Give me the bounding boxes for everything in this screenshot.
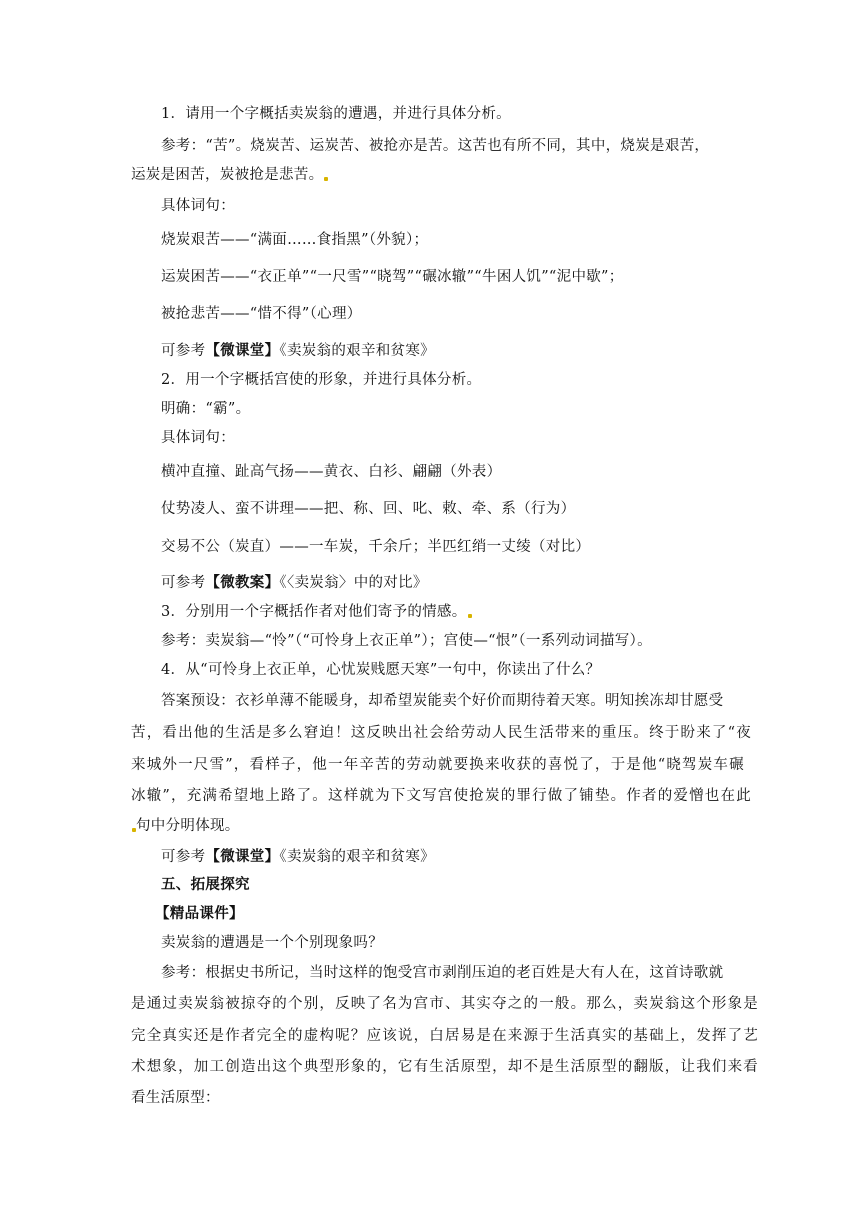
question-3: 3．分别用一个字概括作者对他们寄予的情感。 [161,602,472,622]
answer-3: 参考：卖炭翁—“怜”（“可怜身上衣正单”）；宫使—“恨”（一系列动词描写）。 [161,633,652,649]
answer-1-line-2: 运炭是困苦，炭被抢是悲苦。 [131,165,328,185]
reference-tag: 【微课堂】 [205,848,280,865]
answer-4-line-5: 句中分明体现。 [131,816,240,836]
exploration-answer-line-3: 完全真实还是作者完全的虚构呢？应该说，白居易是在来源于生活真实的基础上，发挥了艺 [131,1028,759,1044]
question-4: 4．从“可怜身上衣正单，心忧炭贱愿天寒”一句中，你读出了什么？ [161,662,601,678]
answer-2: 明确：“霸”。 [161,401,251,417]
reference-tag: 【微课堂】 [205,342,280,359]
answer-4-line-4: 冰辙”，充满希望地上路了。这样就为下文写宫使抢炭的罪行做了铺垫。作者的爱憎也在此 [131,788,752,804]
resource-tag: 【精品课件】 [155,905,244,922]
phrase-appearance: 横冲直撞、趾高气扬——黄衣、白衫、翩翩（外表） [161,464,502,480]
section-heading: 五、拓展探究 [161,876,250,893]
exploration-answer-line-5: 看生活原型： [131,1090,220,1106]
edit-marker [468,614,472,618]
reference-link-2[interactable]: 可参考【微教案】《〈卖炭翁〉中的对比》 [161,574,428,591]
phrase-yuntan: 运炭困苦——“衣正单”“一尺雪”“晓驾”“碾冰辙”“牛困人饥”“泥中歇”； [161,269,624,285]
edit-marker [324,177,328,181]
exploration-question: 卖炭翁的遭遇是一个个别现象吗？ [161,935,383,951]
reference-link-3[interactable]: 可参考【微课堂】《卖炭翁的艰辛和贫寒》 [161,848,435,865]
answer-4-line-2: 苦，看出他的生活是多么窘迫！这反映出社会给劳动人民生活带来的重压。终于盼来了“夜 [131,725,752,741]
phrase-beiqiang: 被抢悲苦——“惜不得”（心理） [161,306,362,322]
phrase-shaotan: 烧炭艰苦——“满面……食指黑”（外貌）； [161,232,429,248]
answer-4-line-3: 来城外一尺雪”，看样子，他一年辛苦的劳动就要换来收获的喜悦了，于是他“晓驾炭车碾 [131,757,745,773]
reference-link-1[interactable]: 可参考【微课堂】《卖炭翁的艰辛和贫寒》 [161,342,435,359]
answer-1-line-1: 参考：“苦”。烧炭苦、运炭苦、被抢亦是苦。这苦也有所不同，其中，烧炭是艰苦， [161,138,710,154]
specific-words-label-2: 具体词句： [161,430,235,446]
exploration-answer-line-1: 参考：根据史书所记，当时这样的饱受宫市剥削压迫的老百姓是大有人在，这首诗歌就 [161,965,724,981]
exploration-answer-line-2: 是通过卖炭翁被掠夺的个别，反映了名为宫市、其实夺之的一般。那么，卖炭翁这个形象是 [131,996,759,1012]
exploration-answer-line-4: 术想象，加工创造出这个典型形象的，它有生活原型，却不是生活原型的翻版，让我们来看 [131,1059,759,1075]
reference-tag: 【微教案】 [205,574,280,591]
phrase-behavior: 仗势凌人、蛮不讲理——把、称、回、叱、敕、牵、系（行为） [161,501,576,517]
question-2: 2．用一个字概括宫使的形象，并进行具体分析。 [161,372,482,388]
specific-words-label-1: 具体词句： [161,198,235,214]
question-1: 1．请用一个字概括卖炭翁的遭遇，并进行具体分析。 [161,106,511,122]
answer-4-line-1: 答案预设：衣衫单薄不能暖身，却希望炭能卖个好价而期待着天寒。明知挨冻却甘愿受 [161,693,724,709]
phrase-contrast: 交易不公（炭直）——一车炭，千余斤；半匹红绡一丈绫（对比） [161,539,591,555]
